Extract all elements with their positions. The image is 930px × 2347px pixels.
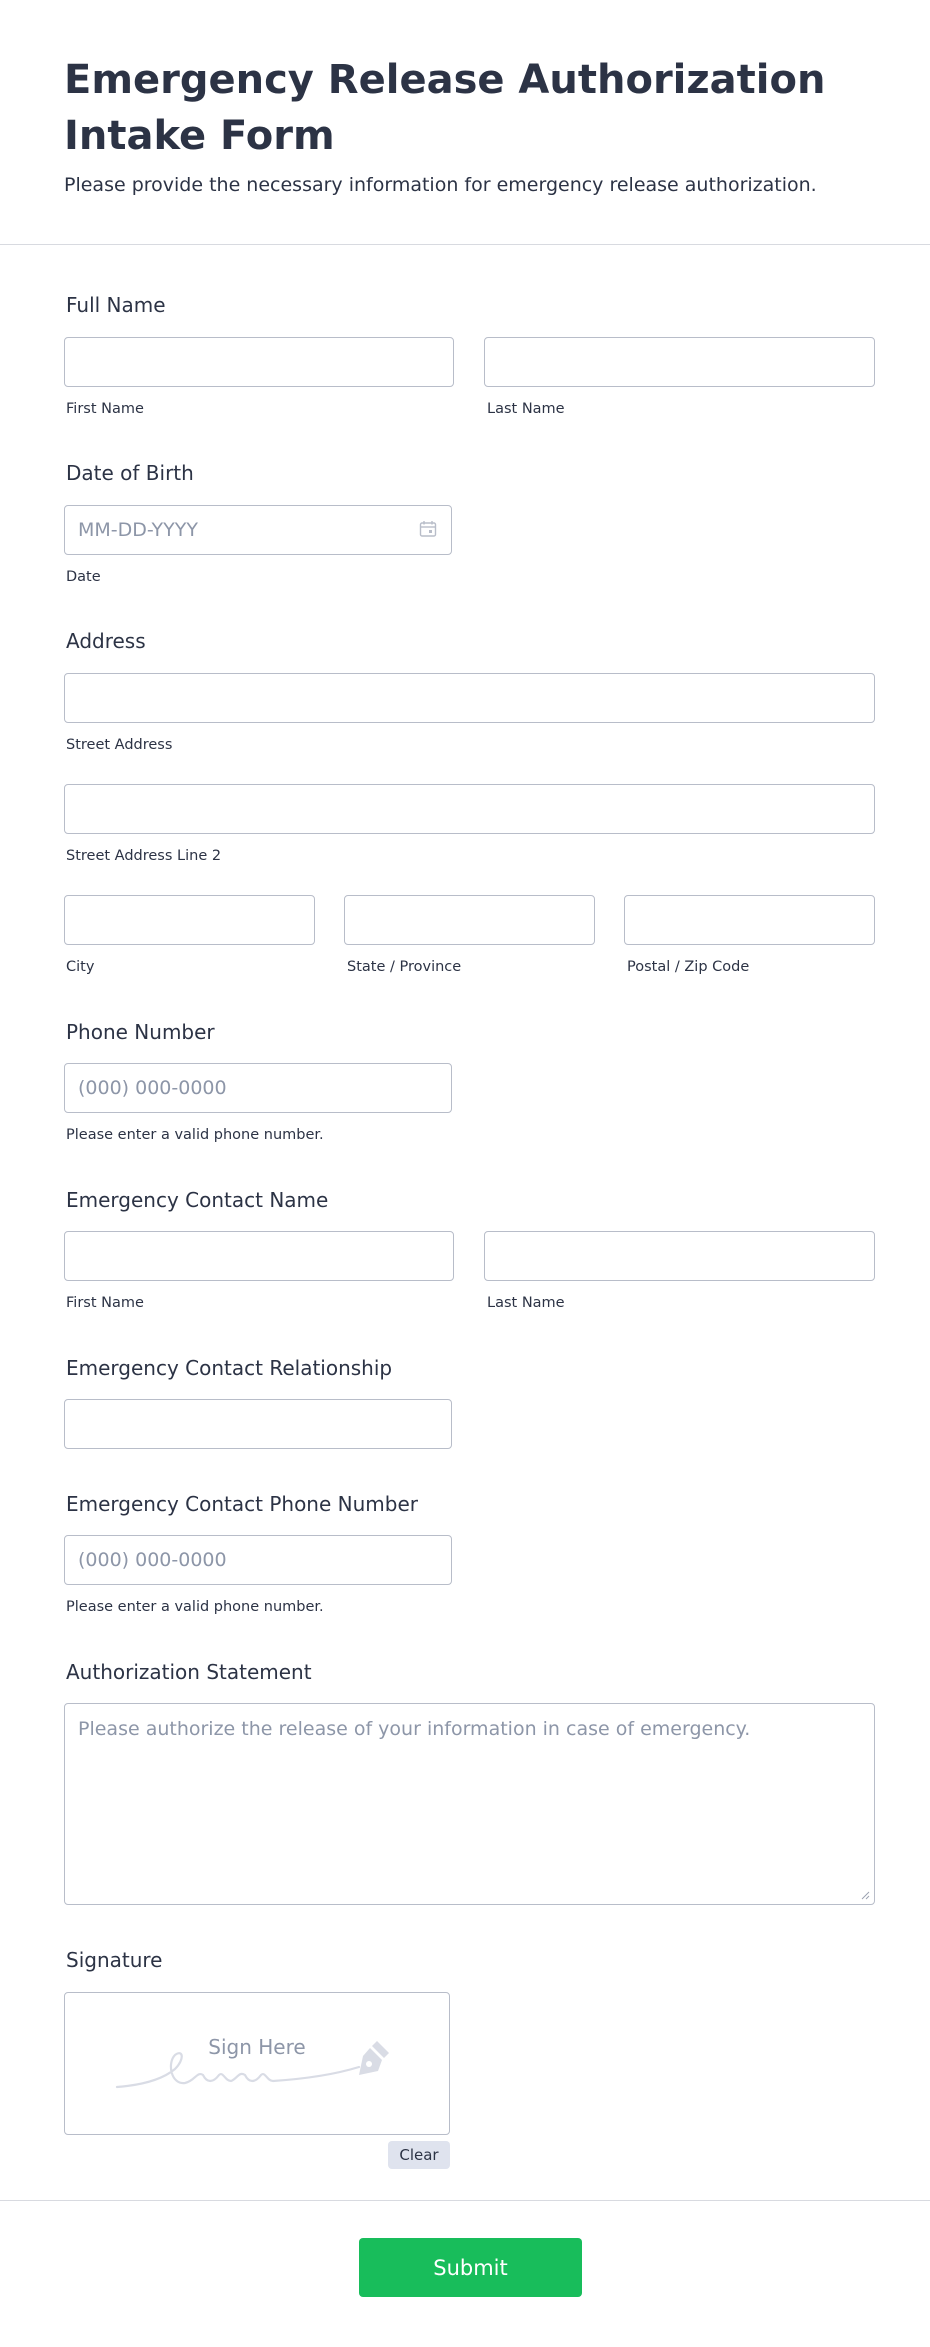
ec-name-label: Emergency Contact Name [66,1188,329,1212]
address-label: Address [66,629,146,653]
last-name-input[interactable] [484,337,875,387]
ec-last-name-input[interactable] [484,1231,875,1281]
ec-phone-label: Emergency Contact Phone Number [66,1492,418,1516]
ec-last-name-sublabel: Last Name [487,1295,565,1311]
street-address-input[interactable] [64,673,875,723]
page-subtitle: Please provide the necessary information for emergency release authorization. [64,174,817,196]
ec-first-name-sublabel: First Name [66,1295,144,1311]
state-input[interactable] [344,895,595,945]
zip-sublabel: Postal / Zip Code [627,959,750,975]
ec-phone-sublabel: Please enter a valid phone number. [66,1599,324,1615]
phone-input[interactable] [64,1063,452,1113]
ec-relationship-input[interactable] [64,1399,452,1449]
dob-input[interactable] [64,505,452,555]
dob-label: Date of Birth [66,461,194,485]
full-name-label: Full Name [66,293,166,317]
city-sublabel: City [66,959,95,975]
signature-label: Signature [66,1948,163,1972]
submit-button[interactable]: Submit [359,2238,582,2297]
footer-divider [0,2200,930,2201]
authorization-textarea[interactable] [64,1703,875,1905]
ec-phone-input[interactable] [64,1535,452,1585]
authorization-placeholder: Please authorize the release of your information in case of emergency. [78,1718,751,1740]
ec-first-name-input[interactable] [64,1231,454,1281]
ec-phone-placeholder: (000) 000-0000 [78,1549,227,1571]
signature-pad[interactable] [64,1992,450,2135]
phone-sublabel: Please enter a valid phone number. [66,1127,324,1143]
authorization-label: Authorization Statement [66,1660,312,1684]
state-sublabel: State / Province [347,959,462,975]
calendar-icon[interactable] [419,520,437,543]
resize-handle-icon[interactable] [861,1891,870,1900]
zip-input[interactable] [624,895,875,945]
page-title: Emergency Release Authorization Intake Form [64,57,826,159]
first-name-input[interactable] [64,337,454,387]
dob-placeholder: MM-DD-YYYY [78,519,198,541]
street-address-line2-input[interactable] [64,784,875,834]
phone-label: Phone Number [66,1020,215,1044]
dob-sublabel: Date [66,569,101,585]
pen-nib-icon [351,2037,393,2079]
city-input[interactable] [64,895,315,945]
clear-signature-button[interactable]: Clear [388,2141,450,2169]
form-header [0,0,930,245]
street-address-line2-sublabel: Street Address Line 2 [66,848,222,864]
last-name-sublabel: Last Name [487,401,565,417]
sign-here-hint: Sign Here [208,2035,306,2059]
first-name-sublabel: First Name [66,401,144,417]
phone-placeholder: (000) 000-0000 [78,1077,227,1099]
ec-relationship-label: Emergency Contact Relationship [66,1356,393,1380]
street-address-sublabel: Street Address [66,737,173,753]
